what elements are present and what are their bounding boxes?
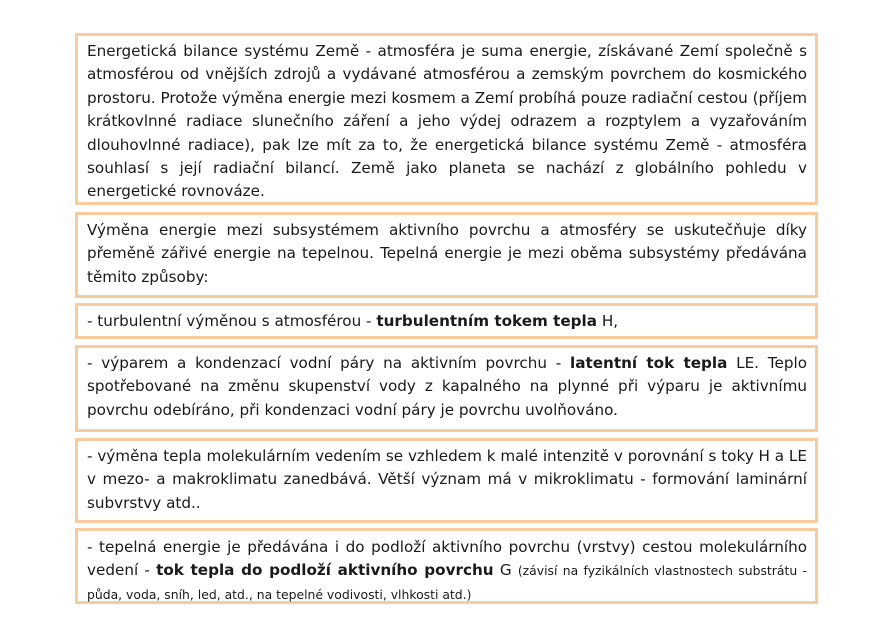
ground-flux-symbol: G [493,561,518,580]
text-box-energy-exchange [75,212,818,298]
paragraph-energy-exchange: Výměna energie mezi subsystémem aktivního povrchu a atmosféry se uskutečňuje díky přeměně zářivé energie na tepelnou. Tepelná energie je mezi oběma subsystémy předávána těmito způsoby: [87,221,807,286]
text-box-turbulent-flux [75,303,818,339]
text-box-latent-flux [75,345,818,432]
paragraph-energy-balance: Energetická bilance systému Země - atmosféra je suma energie, získávané Zemí společně s atmosférou od vnějších zdrojů a vydávané atmosférou a zemským povrchem do kosmického prostoru. Protože výměna energie mezi kosmem a Zemí probíhá pouze radiační cestou (příjem krátkovlnné radiace slunečního záření a jeho výdej odrazem a rozptylem a vyzařováním dlouhovlnné radiace), pak lze mít za to, že energetická bilance systému Země - atmosféra souhlasí s její radiační bilancí. Země jako planeta se nachází z globálního pohledu v energetické rovnováze. [87,42,807,201]
turbulent-flux-intro: - turbulentní výměnou s atmosférou - [87,312,377,330]
ground-flux-note: (závisí na fyzikálních vlastnostech substrátu - půda, voda, sníh, led, atd., na tepelné vodivosti, vlhkosti atd.) [87,563,807,602]
text-box-molecular-conduction [75,438,818,523]
paragraph-molecular-conduction: - výměna tepla molekulárním vedením se vzhledem k malé intenzitě v porovnání s toky H a LE v mezo- a makroklimatu zanedbává. Větší význam má v mikroklimatu - formování laminární subvrstvy atd.. [87,447,807,512]
latent-flux-term: latentní tok tepla [570,354,728,372]
latent-flux-description: LE. Teplo spotřebované na změnu skupenství vody z kapalného na plynné při výparu je aktivnímu povrchu odebíráno, při kondenzaci vodní páry je povrchu uvolňováno. [87,354,807,419]
ground-flux-term: tok tepla do podloží aktivního povrchu [156,561,494,580]
turbulent-flux-symbol: H, [597,312,619,330]
text-box-ground-heat-flux [75,528,818,604]
ground-flux-intro: - tepelná energie je předávána i do podloží aktivního povrchu (vrstvy) cestou molekulárního vedení - [87,538,807,580]
text-box-energy-balance [75,33,818,205]
latent-flux-intro: - výparem a kondenzací vodní páry na aktivním povrchu - [87,354,571,372]
turbulent-flux-term: turbulentním tokem tepla [376,312,598,330]
